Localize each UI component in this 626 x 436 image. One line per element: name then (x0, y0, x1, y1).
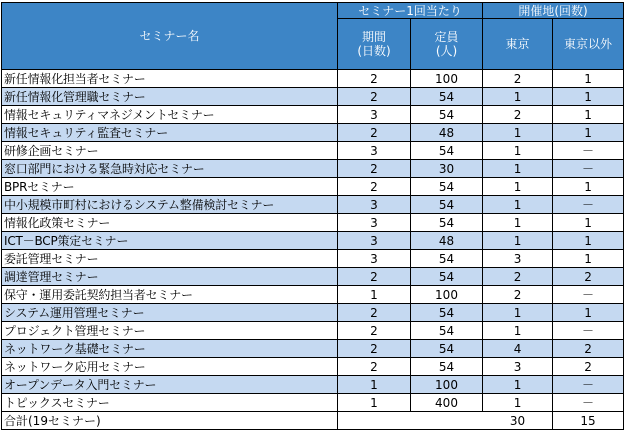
outside-tokyo-count-cell: － (553, 196, 624, 214)
seminar-name-cell: 保守・運用委託契約担当者セミナー (2, 286, 338, 304)
tokyo-count-cell: 2 (483, 268, 553, 286)
table-row (2, 322, 624, 340)
table-row (2, 214, 624, 232)
days-cell: 1 (338, 394, 411, 412)
seminar-name-cell: オープンデータ入門セミナー (2, 376, 338, 394)
header-period-line1: 期間 (361, 30, 386, 44)
days-cell: 2 (338, 322, 411, 340)
outside-tokyo-count-cell: － (553, 376, 624, 394)
table-header (2, 3, 624, 70)
seminar-name-cell: 窓口部門における緊急時対応セミナー (2, 160, 338, 178)
header-venue-group: 開催地(回数) (483, 3, 624, 19)
capacity-cell: 54 (411, 340, 483, 358)
capacity-cell: 48 (411, 232, 483, 250)
days-cell: 2 (338, 268, 411, 286)
capacity-cell: 400 (411, 394, 483, 412)
days-cell: 3 (338, 196, 411, 214)
capacity-cell: 54 (411, 142, 483, 160)
tokyo-count-cell: 2 (483, 70, 553, 88)
table-row (2, 376, 624, 394)
seminar-name-cell: プロジェクト管理セミナー (2, 322, 338, 340)
tokyo-count-cell: 1 (483, 214, 553, 232)
days-cell: 3 (338, 142, 411, 160)
days-cell: 2 (338, 88, 411, 106)
tokyo-count-cell: 1 (483, 196, 553, 214)
days-cell: 2 (338, 70, 411, 88)
days-cell: 3 (338, 106, 411, 124)
header-outside-tokyo: 東京以外 (553, 19, 624, 70)
header-period-line2: (日数) (357, 44, 391, 58)
days-cell: 2 (338, 178, 411, 196)
table-row (2, 88, 624, 106)
table-row (2, 340, 624, 358)
seminar-name-cell: 情報セキュリティ監査セミナー (2, 124, 338, 142)
tokyo-count-cell: 2 (483, 286, 553, 304)
tokyo-count-cell: 3 (483, 358, 553, 376)
outside-tokyo-count-cell: － (553, 160, 624, 178)
capacity-cell: 100 (411, 286, 483, 304)
header-period (338, 19, 411, 70)
days-cell: 3 (338, 232, 411, 250)
outside-tokyo-count-cell: 1 (553, 124, 624, 142)
outside-tokyo-count-cell: － (553, 142, 624, 160)
capacity-cell: 54 (411, 196, 483, 214)
table-row (2, 232, 624, 250)
header-capacity-line1: 定員 (434, 30, 459, 44)
table-row (2, 124, 624, 142)
table-footer (2, 412, 624, 430)
days-cell: 1 (338, 286, 411, 304)
outside-tokyo-count-cell: 2 (553, 358, 624, 376)
table-body (2, 70, 624, 412)
tokyo-count-cell: 1 (483, 142, 553, 160)
total-outside-tokyo: 15 (553, 412, 624, 430)
tokyo-count-cell: 1 (483, 232, 553, 250)
seminar-name-cell: 情報化政策セミナー (2, 214, 338, 232)
total-blank-capacity (411, 412, 483, 430)
total-row (2, 412, 624, 430)
capacity-cell: 54 (411, 268, 483, 286)
days-cell: 2 (338, 160, 411, 178)
header-capacity (411, 19, 483, 70)
tokyo-count-cell: 1 (483, 178, 553, 196)
capacity-cell: 54 (411, 358, 483, 376)
seminar-name-cell: システム運用管理セミナー (2, 304, 338, 322)
table-row (2, 106, 624, 124)
days-cell: 1 (338, 376, 411, 394)
outside-tokyo-count-cell: 2 (553, 268, 624, 286)
capacity-cell: 30 (411, 160, 483, 178)
seminar-name-cell: ICT－BCP策定セミナー (2, 232, 338, 250)
capacity-cell: 100 (411, 376, 483, 394)
tokyo-count-cell: 1 (483, 88, 553, 106)
header-seminar-name: セミナー名 (2, 3, 338, 70)
seminar-name-cell: 調達管理セミナー (2, 268, 338, 286)
outside-tokyo-count-cell: 2 (553, 340, 624, 358)
days-cell: 3 (338, 250, 411, 268)
tokyo-count-cell: 1 (483, 394, 553, 412)
seminar-name-cell: ネットワーク応用セミナー (2, 358, 338, 376)
seminar-table (1, 2, 624, 430)
tokyo-count-cell: 1 (483, 322, 553, 340)
tokyo-count-cell: 3 (483, 250, 553, 268)
tokyo-count-cell: 1 (483, 124, 553, 142)
header-tokyo: 東京 (483, 19, 553, 70)
header-per-seminar-group: セミナー1回当たり (338, 3, 483, 19)
days-cell: 2 (338, 304, 411, 322)
table-row (2, 358, 624, 376)
outside-tokyo-count-cell: 1 (553, 70, 624, 88)
capacity-cell: 54 (411, 250, 483, 268)
outside-tokyo-count-cell: 1 (553, 304, 624, 322)
days-cell: 2 (338, 358, 411, 376)
outside-tokyo-count-cell: 1 (553, 178, 624, 196)
capacity-cell: 54 (411, 214, 483, 232)
table-row (2, 142, 624, 160)
table-row (2, 304, 624, 322)
total-tokyo: 30 (483, 412, 553, 430)
tokyo-count-cell: 1 (483, 304, 553, 322)
tokyo-count-cell: 1 (483, 376, 553, 394)
outside-tokyo-count-cell: 1 (553, 88, 624, 106)
tokyo-count-cell: 4 (483, 340, 553, 358)
outside-tokyo-count-cell: － (553, 286, 624, 304)
capacity-cell: 54 (411, 322, 483, 340)
outside-tokyo-count-cell: － (553, 394, 624, 412)
outside-tokyo-count-cell: － (553, 322, 624, 340)
seminar-name-cell: 委託管理セミナー (2, 250, 338, 268)
tokyo-count-cell: 1 (483, 160, 553, 178)
table-row (2, 178, 624, 196)
capacity-cell: 54 (411, 304, 483, 322)
capacity-cell: 100 (411, 70, 483, 88)
table-row (2, 160, 624, 178)
capacity-cell: 54 (411, 106, 483, 124)
outside-tokyo-count-cell: 1 (553, 214, 624, 232)
seminar-name-cell: 情報セキュリティマネジメントセミナー (2, 106, 338, 124)
outside-tokyo-count-cell: 1 (553, 232, 624, 250)
table-row (2, 196, 624, 214)
header-capacity-line2: (人) (435, 44, 458, 58)
seminar-name-cell: 新任情報化担当者セミナー (2, 70, 338, 88)
days-cell: 3 (338, 214, 411, 232)
capacity-cell: 54 (411, 178, 483, 196)
seminar-name-cell: 研修企画セミナー (2, 142, 338, 160)
capacity-cell: 48 (411, 124, 483, 142)
outside-tokyo-count-cell: 1 (553, 106, 624, 124)
outside-tokyo-count-cell: 1 (553, 250, 624, 268)
table-row (2, 250, 624, 268)
tokyo-count-cell: 2 (483, 106, 553, 124)
seminar-name-cell: 新任情報化管理職セミナー (2, 88, 338, 106)
table-row (2, 394, 624, 412)
days-cell: 2 (338, 124, 411, 142)
total-blank-days (338, 412, 411, 430)
table-row (2, 70, 624, 88)
days-cell: 2 (338, 340, 411, 358)
seminar-name-cell: ネットワーク基礎セミナー (2, 340, 338, 358)
seminar-name-cell: BPRセミナー (2, 178, 338, 196)
capacity-cell: 54 (411, 88, 483, 106)
seminar-name-cell: トピックスセミナー (2, 394, 338, 412)
table-row (2, 268, 624, 286)
total-label: 合計(19セミナー) (2, 412, 338, 430)
seminar-name-cell: 中小規模市町村におけるシステム整備検討セミナー (2, 196, 338, 214)
table-row (2, 286, 624, 304)
